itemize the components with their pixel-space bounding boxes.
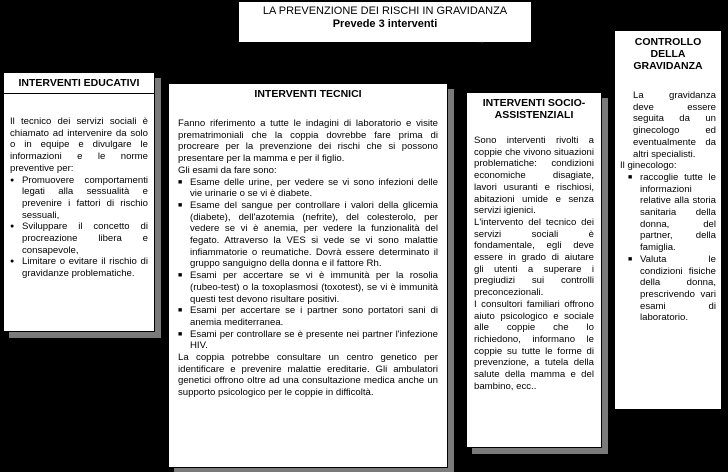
list-item: ■ Esami per controllare se è presente nei partner l'infezione HIV. [178,329,438,352]
list-item: ● Limitare o evitare il rischio di gravidanze problematiche. [10,256,148,279]
list-item: ■ Esame delle urine, per vedere se vi sono infezioni delle vie urinarie o se vi è diabete. [178,177,438,200]
interventi-socio-assistenziali-box [466,92,602,448]
interventi-socio-text [474,135,594,392]
controllo-gravidanza-list [628,172,716,324]
interventi-tecnici-box [168,83,448,468]
controllo-gravidanza-intro: La gravidanza deve essere seguita da un ginecologo ed eventualmente da altri specialisti. [633,90,716,160]
list-item: ■ raccoglie tutte le informazioni relative alla storia sanitaria della donna, del partner, della famiglia. [628,172,716,254]
interventi-tecnici-outro: La coppia potrebbe consultare un centro genetico per identificare e prevenire malattie ereditarie. Gli ambulatori genetici offrono oltre ad una consultazione medica anche un supporto psicologico per le coppie in difficoltà. [178,352,438,399]
interventi-educativi-box [3,72,155,332]
interventi-tecnici-lead: Gli esami da fare sono: [178,164,277,176]
interventi-tecnici-intro: Fanno riferimento a tutte le indagini di laboratorio e visite prematrimoniali che la coppia dovrebbe fare prima di procreare per la prevenzione dei rischi che si possono presentare per la mamma e per il figlio. [178,118,438,165]
interventi-educativi-intro: Il tecnico dei servizi sociali è chiamato ad intervenire da solo o in equipe e divulgare le informazioni e le norme preventive per: [10,116,148,174]
controllo-gravidanza-box [614,30,722,410]
interventi-tecnici-heading: INTERVENTI TECNICI [254,88,362,100]
list-item: ■ Esami per accertare se vi è immunità per la rosolia (rubeo-test) o la toxoplasmosi (toxotest), se vi è immunità questi test devono risultare positivi. [178,270,438,305]
list-item: ■ Esame del sangue per controllare i valori della glicemia (diabete), dell'azotemia (nefrite), del colesterolo, per vedere se vi è anemia, per vedere la funzionalità del fegato. Attraverso la VES si vede se vi sono malattie infiammatorie o reumatiche. Dovrà essere determinato il gruppo sanguigno della donna e il fattore Rh. [178,200,438,270]
interventi-tecnici-list [178,177,438,353]
controllo-gravidanza-lead: Il ginecologo: [620,160,677,172]
interventi-tecnici-text [178,118,438,399]
interventi-socio-heading: INTERVENTI SOCIO-ASSISTENZIALI [482,97,586,121]
list-item: ■ Esami per accertare se i partner sono portatori sani di anemia mediterranea. [178,305,438,328]
controllo-gravidanza-text [620,90,716,324]
controllo-gravidanza-heading: CONTROLLO DELLA GRAVIDANZA [633,36,703,72]
diagram-subtitle: Prevede 3 interventi [332,18,438,30]
interventi-socio-p1: Sono interventi rivolti a coppie che vivono situazioni problematiche: condizioni economiche disagiate, lavori usuranti e rischiosi, abitazioni umide e senza servizi igienici. [474,135,594,217]
interventi-educativi-list [10,175,148,280]
list-item: ■ Valuta le condizioni fisiche della donna, prescrivendo vari esami di laboratorio. [628,254,716,324]
list-item: ● Sviluppare il concetto di procreazione libera e consapevole, [10,221,148,256]
interventi-socio-p2: L'intervento del tecnico dei servizi sociali è fondamentale, egli deve essere in grado di aiutare gli utenti a superare i pregiudizi sui controlli preconcezionali. [474,216,594,299]
list-item: ● Promuovere comportamenti legati alla sessualità e prevenire i fattori di rischio sessuali, [10,175,148,222]
diagram-title-box [238,1,532,43]
interventi-educativi-text [10,116,148,280]
diagram-title: LA PREVENZIONE DEI RISCHI IN GRAVIDANZA [262,5,508,17]
connector-arrow: → [476,36,485,46]
interventi-socio-p3: I consultori familiari offrono aiuto psicologico e sociale alle coppie che lo richiedono, informano le coppie su tutte le forme di prevenzione, a tutela della salute della mamma e del bambino, ecc.. [474,298,594,392]
interventi-educativi-heading: INTERVENTI EDUCATIVI [4,77,154,94]
